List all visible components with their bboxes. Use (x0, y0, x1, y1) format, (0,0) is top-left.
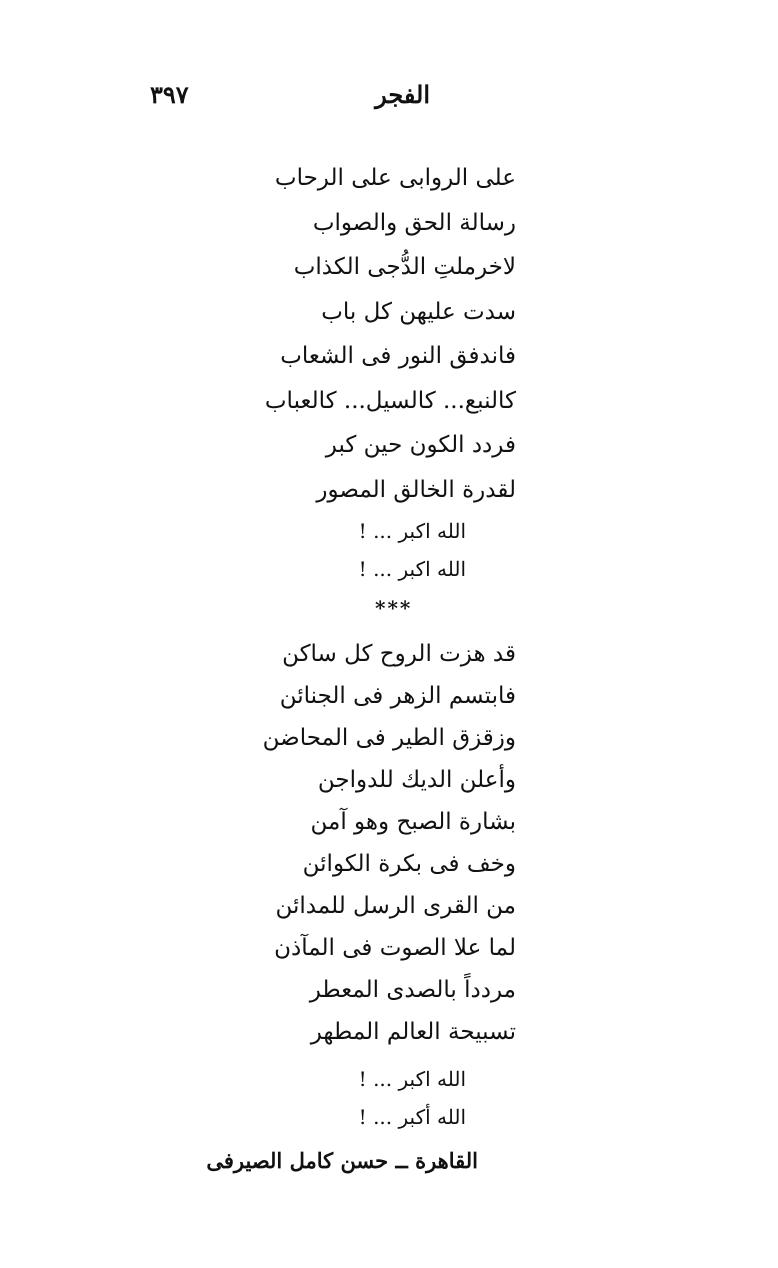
page-header (150, 80, 450, 120)
refrain-line: الله اكبر ... ! (358, 1067, 466, 1091)
refrain-2 (359, 1060, 466, 1136)
poem-line: لما علا الصوت فى المآذن (274, 935, 516, 961)
refrain-line: الله اكبر ... ! (358, 519, 466, 543)
poem-line: لاخرملتِ الدُّجى الكذاب (293, 254, 516, 280)
poem-line: تسبيحة العالم المطهر (310, 1019, 516, 1045)
poem-stanza-1 (256, 156, 516, 512)
poem-line: سدت عليهن كل باب (321, 298, 516, 325)
poem-line: وأعلن الديك للدواجن (317, 767, 516, 793)
poem-line: لقدرة الخالق المصور (316, 476, 516, 503)
poem-line: قد هزت الروح كل ساكن (282, 641, 516, 667)
refrain-1 (359, 512, 466, 588)
poem-line: رسالة الحق والصواب (312, 209, 516, 236)
page-number: ٣٩٧ (150, 80, 189, 109)
poem-line: بشارة الصبح وهو آمن (310, 809, 516, 835)
poem-line: فاندفق النور فى الشعاب (280, 343, 516, 369)
poem-line: مردداً بالصدى المعطر (309, 977, 516, 1003)
author-signature: القاهرة ــ حسن كامل الصيرفى (206, 1148, 478, 1173)
poem-line: على الروابى على الرحاب (274, 165, 516, 191)
poem-line: كالنبع... كالسيل... كالعباب (264, 387, 516, 414)
poem-line: وزقزق الطير فى المحاضن (262, 725, 516, 751)
refrain-line: الله أكبر ... ! (358, 1105, 466, 1129)
refrain-line: الله اكبر ... ! (358, 557, 466, 581)
poem-line: فابتسم الزهر فى الجنائن (279, 683, 516, 709)
running-title: الفجر (375, 80, 430, 109)
poem-line: فردد الكون حين كبر (325, 432, 516, 458)
poem-line: وخف فى بكرة الكوائن (302, 851, 516, 877)
poem-line: من القرى الرسل للمدائن (275, 893, 516, 919)
section-separator: *** (375, 596, 413, 620)
poem-stanza-2 (256, 633, 516, 1053)
